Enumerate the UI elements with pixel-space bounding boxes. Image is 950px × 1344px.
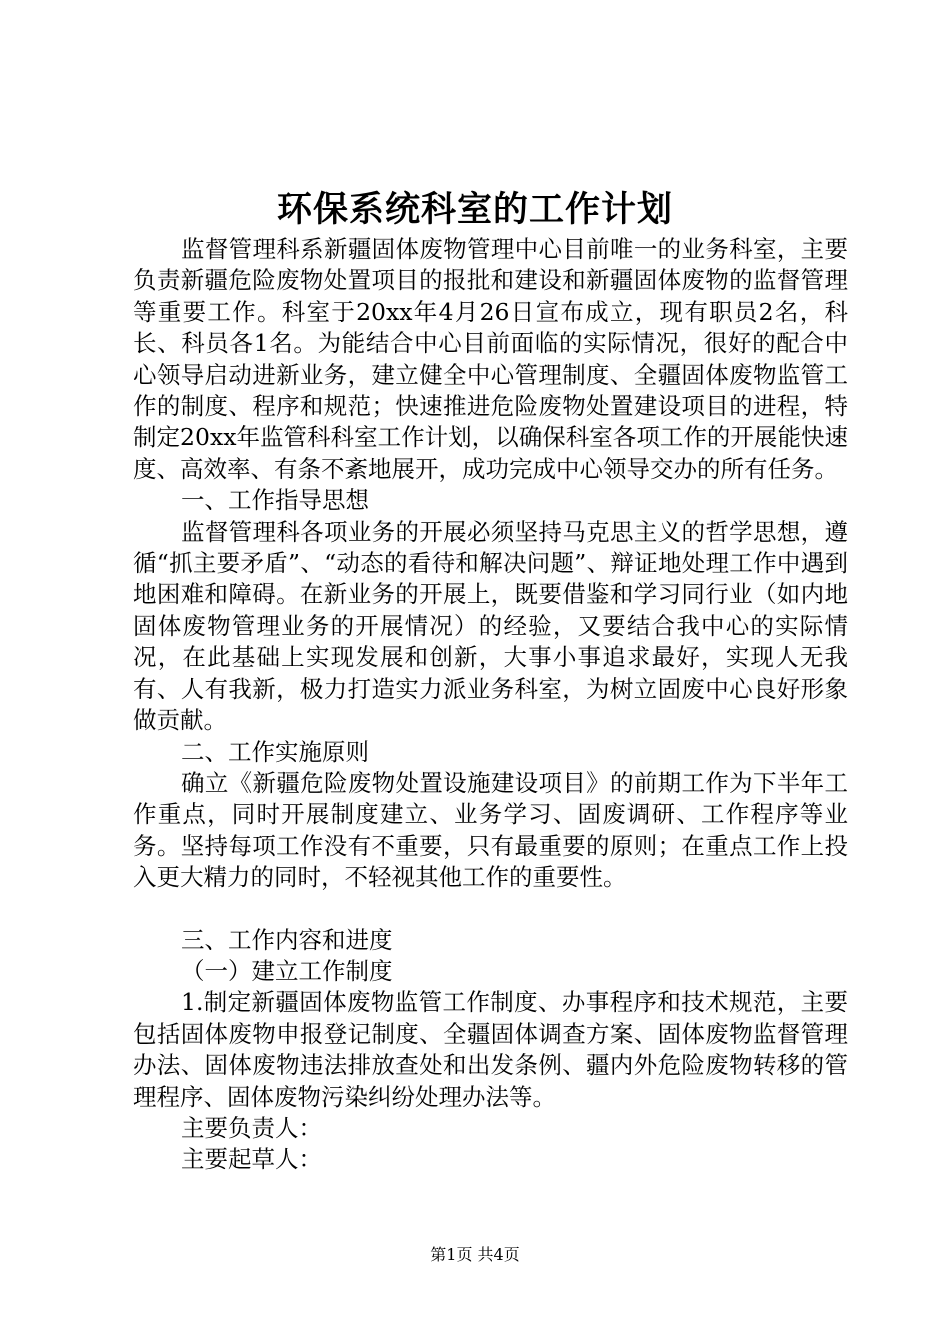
section-heading-guiding-thought: 一、工作指导思想 [181, 486, 369, 515]
responsible-person-line: 主要负责人： [181, 1113, 322, 1142]
intro-paragraph: 监督管理科系新疆固体废物管理中心目前唯一的业务科室，主要负责新疆危险废物处置项目的报批和建设和新疆固体废物的监督管理等重要工作。科室于20xx年4月26日宣布成立，现有职员2名，科长、科员各1名。为能结合中心目前面临的实际情况，很好的配合中心领导启动进新业务，建立健全中心管理制度、全疆固体废物监管工作的制度、程序和规范；快速推进危险废物处置建设项目的进程，特制定20xx年监管科科室工作计划，以确保科室各项工作的开展能快速度、高效率、有条不紊地展开，成功完成中心领导交办的所有任务。 [133, 235, 848, 483]
page-number-footer: 第1页 共4页 [430, 1245, 520, 1264]
section-heading-content-progress: 三、工作内容和进度 [181, 925, 393, 954]
document-body [133, 234, 848, 1176]
subsection-heading-establish-system: （一）建立工作制度 [181, 956, 393, 985]
blank-line [133, 894, 848, 925]
drafter-line: 主要起草人： [181, 1145, 322, 1174]
document-title: 环保系统科室的工作计划 [276, 189, 673, 230]
item-1-paragraph: 1.制定新疆固体废物监管工作制度、办事程序和技术规范，主要包括固体废物申报登记制度、全疆固体调查方案、固体废物监督管理办法、固体废物违法排放查处和出发条例、疆内外危险废物转移的管理程序、固体废物污染纠纷处理办法等。 [133, 988, 848, 1111]
principles-paragraph: 确立《新疆危险废物处置设施建设项目》的前期工作为下半年工作重点，同时开展制度建立、业务学习、固废调研、工作程序等业务。坚持每项工作没有不重要，只有最重要的原则；在重点工作上投入更大精力的同时，不轻视其他工作的重要性。 [133, 768, 848, 892]
guiding-thought-paragraph: 监督管理科各项业务的开展必须坚持马克思主义的哲学思想，遵循“抓主要矛盾”、“动态的看待和解决问题”、辩证地处理工作中遇到地困难和障碍。在新业务的开展上，既要借鉴和学习同行业（如内地固体废物管理业务的开展情况）的经验，又要结合我中心的实际情况，在此基础上实现发展和创新，大事小事追求最好，实现人无我有、人有我新，极力打造实力派业务科室，为树立固废中心良好形象做贡献。 [133, 517, 848, 735]
section-heading-principles: 二、工作实施原则 [181, 737, 369, 766]
